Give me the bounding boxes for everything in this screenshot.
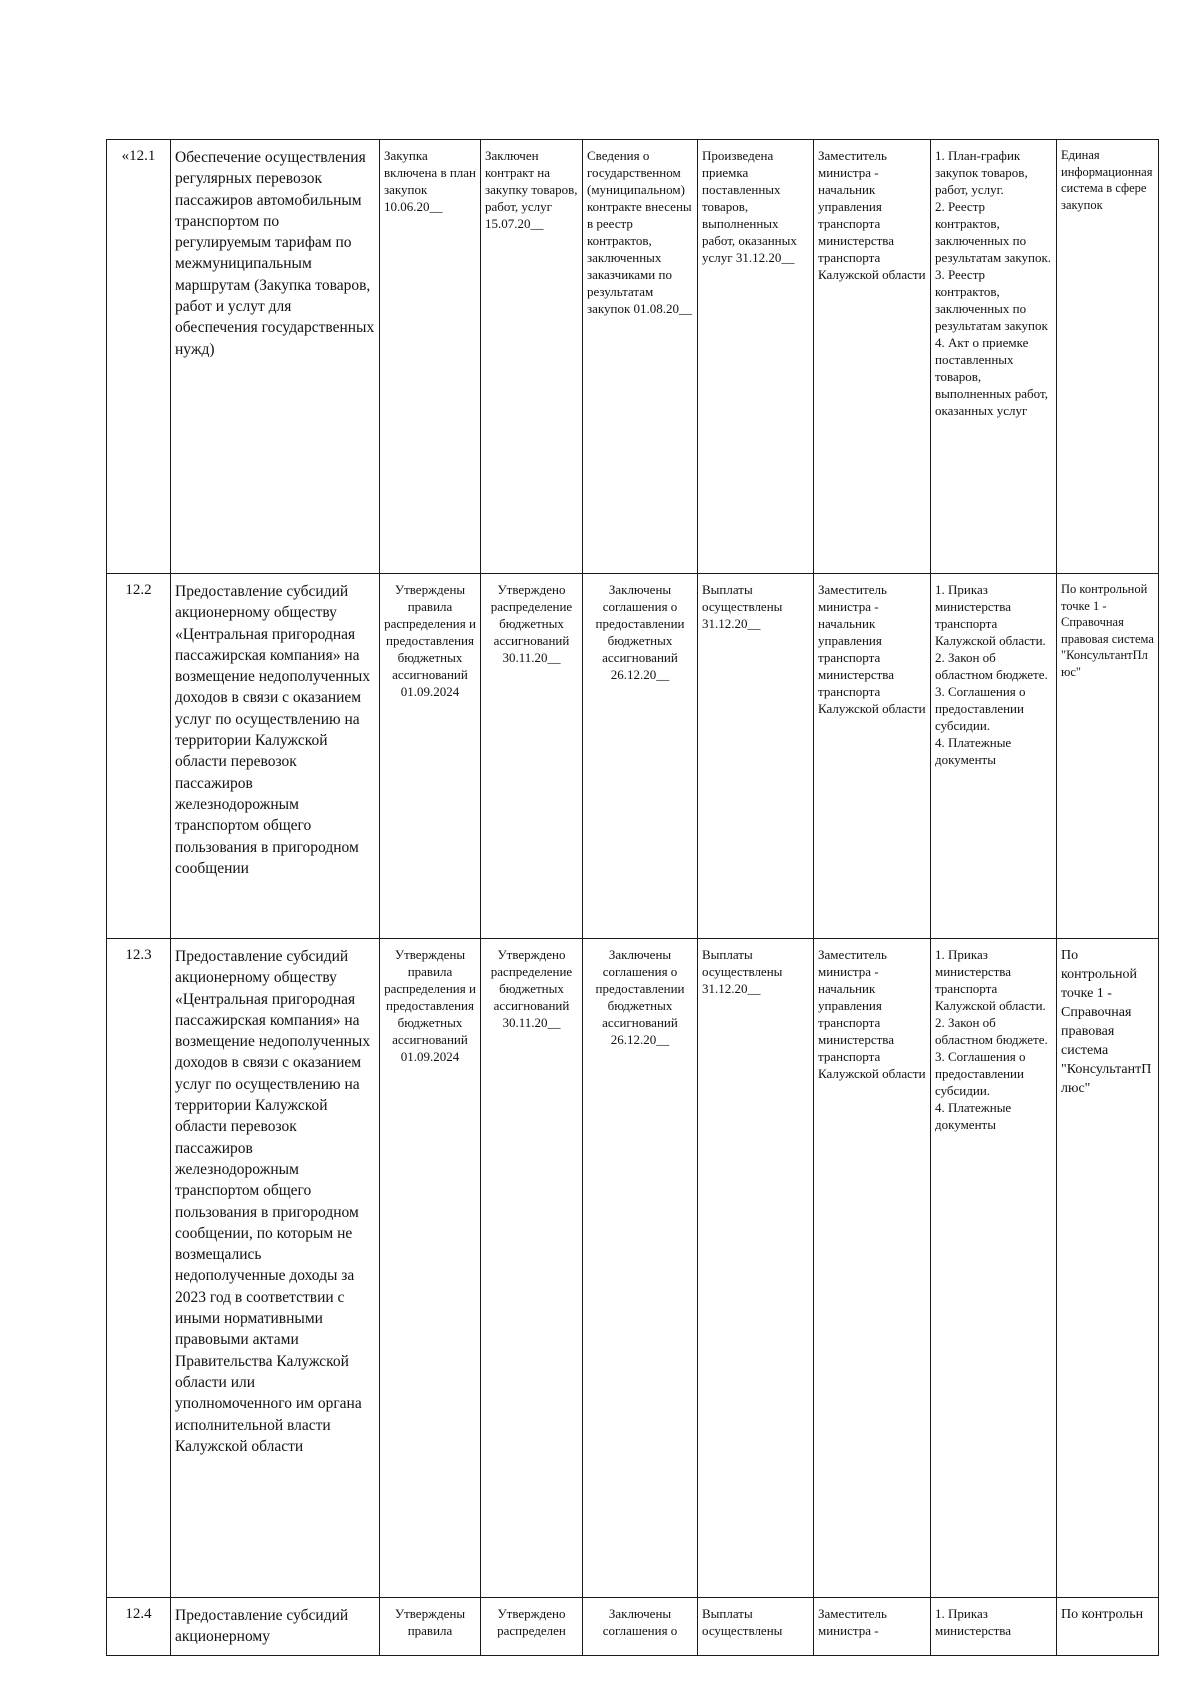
row-number: 12.3 — [107, 939, 171, 1598]
measure-name: Предоставление субсидий акционерному — [171, 1598, 380, 1656]
control-point-2: Утверждено распределение бюджетных ассигнований 30.11.20__ — [481, 939, 583, 1598]
confirming-documents: 1. Приказ министерства транспорта Калужской области. 2. Закон об областном бюджете. 3. Соглашения о предоставлении субсидии. 4. Платежные документы — [931, 939, 1057, 1598]
control-point-2: Утверждено распределен — [481, 1598, 583, 1656]
control-point-4: Выплаты осуществлены — [698, 1598, 814, 1656]
confirming-documents: 1. Приказ министерства — [931, 1598, 1057, 1656]
table-row — [107, 574, 1159, 939]
control-point-1: Утверждены правила — [380, 1598, 481, 1656]
row-number: 12.4 — [107, 1598, 171, 1656]
responsible-person: Заместитель министра - начальник управления транспорта министерства транспорта Калужской области — [814, 140, 931, 574]
information-system: Единая информационная система в сфере закупок — [1057, 140, 1159, 574]
control-point-1: Утверждены правила распределения и предоставления бюджетных ассигнований 01.09.2024 — [380, 939, 481, 1598]
responsible-person: Заместитель министра - начальник управления транспорта министерства транспорта Калужской области — [814, 939, 931, 1598]
responsible-person: Заместитель министра - — [814, 1598, 931, 1656]
control-point-2: Заключен контракт на закупку товаров, работ, услуг 15.07.20__ — [481, 140, 583, 574]
confirming-documents: 1. План-график закупок товаров, работ, услуг. 2. Реестр контрактов, заключенных по результатам закупок. 3. Реестр контрактов, заключенных по результатам закупок 4. Акт о приемке поставленных товаров, выполненных работ, оказанных услуг — [931, 140, 1057, 574]
control-point-4: Произведена приемка поставленных товаров, выполненных работ, оказанных услуг 31.12.20__ — [698, 140, 814, 574]
information-system: По контрольной точке 1 - Справочная правовая система "КонсультантПлюс" — [1057, 574, 1159, 939]
row-number: 12.2 — [107, 574, 171, 939]
measure-name: Предоставление субсидий акционерному обществу «Центральная пригородная пассажирская компания» на возмещение недополученных доходов в связи с оказанием услуг по осуществлению на территории Калужской области перевозок пассажиров железнодорожным транспортом общего пользования в пригородном сообщении — [171, 574, 380, 939]
table-row — [107, 140, 1159, 574]
row-number: «12.1 — [107, 140, 171, 574]
control-point-1: Закупка включена в план закупок 10.06.20__ — [380, 140, 481, 574]
measure-name: Предоставление субсидий акционерному обществу «Центральная пригородная пассажирская компания» на возмещение недополученных доходов в связи с оказанием услуг по осуществлению на территории Калужской области перевозок пассажиров железнодорожным транспортом общего пользования в пригородном сообщении, по которым не возмещались недополученные доходы за 2023 год в соответствии с иными нормативными правовыми актами Правительства Калужской области или уполномоченного им органа исполнительной власти Калужской области — [171, 939, 380, 1598]
control-point-3: Заключены соглашения о — [583, 1598, 698, 1656]
information-system: По контрольной точке 1 - Справочная правовая система "КонсультантПлюс" — [1057, 939, 1159, 1598]
control-point-2: Утверждено распределение бюджетных ассигнований 30.11.20__ — [481, 574, 583, 939]
measure-name: Обеспечение осуществления регулярных перевозок пассажиров автомобильным транспортом по регулируемым тарифам по межмуниципальным маршрутам (Закупка товаров, работ и услут для обеспечения государственных нужд) — [171, 140, 380, 574]
confirming-documents: 1. Приказ министерства транспорта Калужской области. 2. Закон об областном бюджете. 3. Соглашения о предоставлении субсидии. 4. Платежные документы — [931, 574, 1057, 939]
responsible-person: Заместитель министра - начальник управления транспорта министерства транспорта Калужской области — [814, 574, 931, 939]
measures-table — [106, 139, 1159, 1656]
control-point-3: Заключены соглашения о предоставлении бюджетных ассигнований 26.12.20__ — [583, 939, 698, 1598]
control-point-3: Заключены соглашения о предоставлении бюджетных ассигнований 26.12.20__ — [583, 574, 698, 939]
table-row — [107, 1598, 1159, 1656]
control-point-4: Выплаты осуществлены 31.12.20__ — [698, 574, 814, 939]
control-point-3: Сведения о государственном (муниципальном) контракте внесены в реестр контрактов, заключенных заказчиками по результатам закупок 01.08.20__ — [583, 140, 698, 574]
table-row — [107, 939, 1159, 1598]
information-system: По контрольн — [1057, 1598, 1159, 1656]
control-point-1: Утверждены правила распределения и предоставления бюджетных ассигнований 01.09.2024 — [380, 574, 481, 939]
control-point-4: Выплаты осуществлены 31.12.20__ — [698, 939, 814, 1598]
